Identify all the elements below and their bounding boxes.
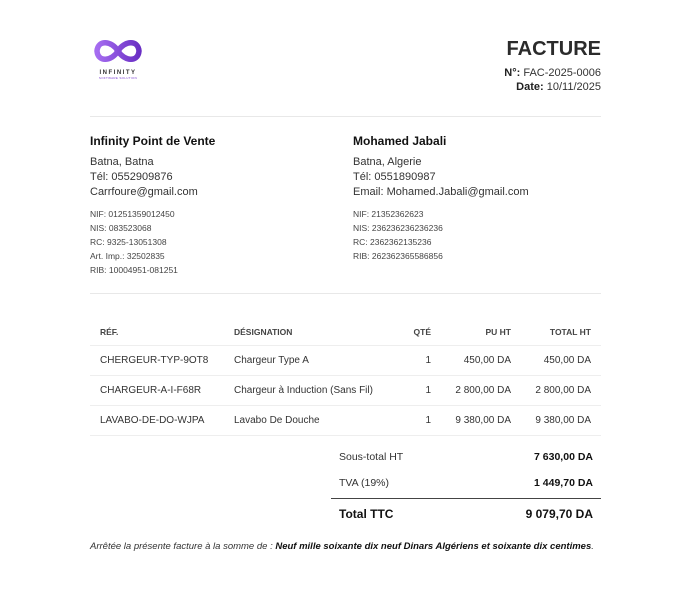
table-cell: CHERGEUR-TYP-9OT8 [90,346,224,376]
table-cell: 1 [401,346,441,376]
table-cell: LAVABO-DE-DO-WJPA [90,406,224,436]
table-cell: Lavabo De Douche [224,406,401,436]
invoice-meta: N°: FAC-2025-0006 Date: 10/11/2025 [504,67,601,93]
items-table: RÉF. DÉSIGNATION QTÉ PU HT TOTAL HT CHERGEUR-TYP-9OT8 Chargeur Type A 1 450,00 DA 450,00 DA CHARGEUR-A-I-F68R Chargeur à Induction (Sans Fil) 1 2 800,00 DA 2 800,00 DA LAVABO-DE-DO-WJPA Lavabo De Douche 1 9 380,00 DA 9 380,00 DA [90,319,601,436]
totals: Sous-total HT 7 630,00 DA TVA (19%) 1 449,70 DA Total TTC 9 079,70 DA [331,444,601,529]
table-row [90,346,601,376]
table-row [90,406,601,436]
table-cell: 2 800,00 DA [441,376,521,406]
table-cell: 9 380,00 DA [441,406,521,436]
table-cell: 9 380,00 DA [521,406,601,436]
amount-in-words: Arrêtée la présente facture à la somme de : Neuf mille soixante dix neuf Dinars Algériens et soixante dix centimes. [90,541,594,552]
table-row [90,376,601,406]
subtotal: 7 630,00 DA [534,451,593,463]
invoice-number: FAC-2025-0006 [523,67,601,79]
table-cell: 1 [401,406,441,436]
client-info: Mohamed Jabali Batna, Algerie Tél: 0551890987 Email: Mohamed.Jabali@gmail.com NIF: 21352362623 NIS: 236236236236236 RC: 2362362135236 RIB: 262362365586856 [353,134,529,261]
table-cell: Chargeur Type A [224,346,401,376]
table-cell: 2 800,00 DA [521,376,601,406]
table-cell: Chargeur à Induction (Sans Fil) [224,376,401,406]
seller-info: Infinity Point de Vente Batna, Batna Tél: 0552909876 Carrfoure@gmail.com NIF: 01251359012450 NIS: 083523068 RC: 9325-13051308 Art. Imp.: 32502835 RIB: 10004951-081251 [90,134,216,275]
company-logo: INFINITY SOFTWARE SOLUTION [90,35,146,79]
table-cell: 450,00 DA [521,346,601,376]
table-cell: 450,00 DA [441,346,521,376]
tva: 1 449,70 DA [534,477,593,489]
divider [90,116,601,117]
infinity-logo-icon [92,35,144,67]
total-ttc: 9 079,70 DA [525,507,593,521]
table-cell: 1 [401,376,441,406]
invoice-date: 10/11/2025 [546,81,601,93]
invoice-title: FACTURE [506,38,601,60]
divider [90,293,601,294]
table-cell: CHARGEUR-A-I-F68R [90,376,224,406]
